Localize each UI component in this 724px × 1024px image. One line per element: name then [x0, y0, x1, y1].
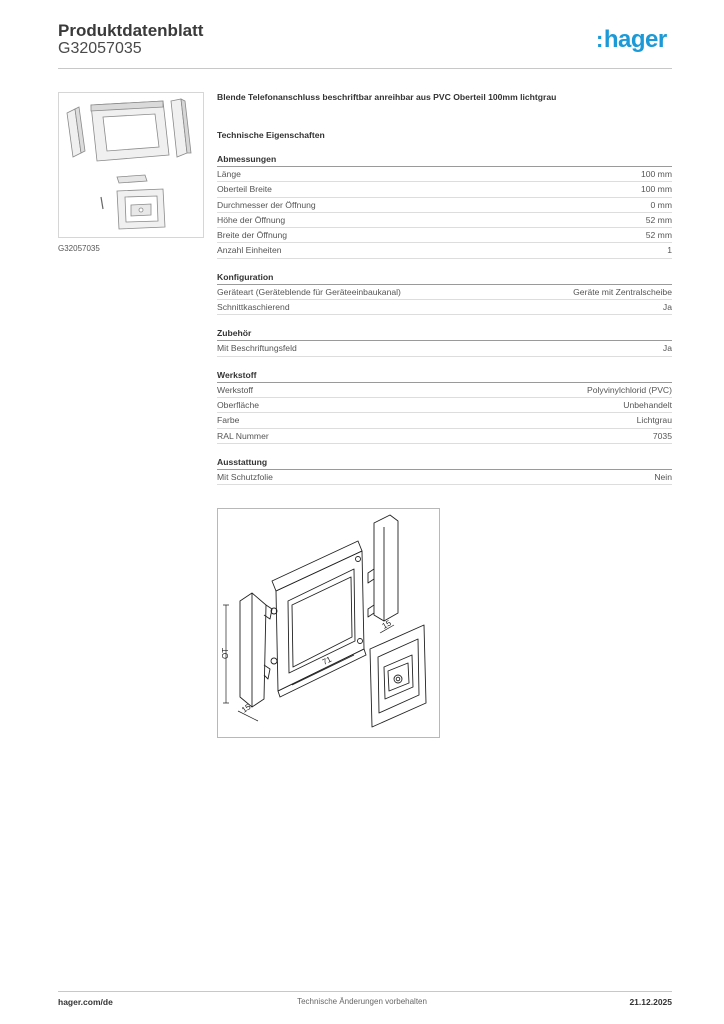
product-code: G32057035	[58, 40, 142, 57]
spec-label: Werkstoff	[217, 384, 253, 395]
spec-row	[217, 198, 672, 213]
product-thumbnail-image	[59, 93, 203, 237]
spec-content	[217, 92, 672, 516]
header-divider	[58, 68, 672, 69]
spec-row	[217, 182, 672, 197]
technical-drawing-image	[218, 509, 439, 737]
section-konfiguration	[217, 272, 672, 316]
footer-disclaimer: Technische Änderungen vorbehalten	[297, 997, 427, 1006]
spec-value: Ja	[662, 343, 672, 354]
spec-value: 100 mm	[640, 169, 672, 179]
spec-label: Geräteart (Geräteblende für Geräteeinbaukanal)	[217, 286, 401, 297]
spec-row	[217, 341, 672, 356]
spec-label: Länge	[217, 169, 241, 179]
spec-row	[217, 429, 672, 444]
spec-label: Durchmesser der Öffnung	[217, 199, 316, 210]
spec-value: 1	[667, 245, 672, 256]
spec-row	[217, 300, 672, 315]
section-ausstattung	[217, 457, 672, 485]
spec-label: Farbe	[217, 415, 240, 426]
spec-row	[217, 398, 672, 413]
section-title: Abmessungen	[217, 154, 672, 167]
spec-row	[217, 413, 672, 428]
logo-text: hager	[603, 26, 667, 53]
footer-website-link[interactable]: hager.com/de	[58, 997, 113, 1007]
footer-date: 21.12.2025	[629, 997, 672, 1007]
section-abmessungen	[217, 154, 672, 259]
dimension-depth-right-label: 15	[380, 618, 393, 631]
hager-logo	[596, 26, 667, 54]
spec-label: Oberteil Breite	[217, 184, 272, 195]
spec-label: RAL Nummer	[217, 430, 269, 441]
spec-label: Anzahl Einheiten	[217, 245, 282, 256]
spec-value: 100 mm	[640, 184, 672, 195]
spec-label: Mit Beschriftungsfeld	[217, 343, 297, 354]
spec-row	[217, 470, 672, 485]
spec-value: Polyvinylchlorid (PVC)	[586, 384, 672, 395]
logo-dots: :	[596, 27, 603, 52]
thumbnail-caption: G32057035	[58, 244, 100, 253]
spec-row	[217, 285, 672, 300]
section-title: Konfiguration	[217, 272, 672, 285]
technical-drawing	[217, 508, 440, 738]
dimension-height-label: OT	[221, 647, 230, 659]
spec-row	[217, 213, 672, 228]
dimension-depth-left-label: 15	[239, 702, 253, 715]
spec-row	[217, 167, 672, 182]
product-thumbnail	[58, 92, 204, 238]
spec-value: Nein	[654, 471, 672, 482]
section-zubehoer	[217, 328, 672, 356]
spec-label: Breite der Öffnung	[217, 230, 288, 241]
spec-row	[217, 243, 672, 258]
section-title: Zubehör	[217, 328, 672, 341]
spec-value: Ja	[662, 302, 672, 313]
section-title: Ausstattung	[217, 457, 672, 470]
tech-properties-heading: Technische Eigenschaften	[217, 130, 325, 140]
spec-label: Oberfläche	[217, 399, 260, 410]
spec-value: Geräte mit Zentralscheibe	[573, 286, 672, 297]
spec-value: Lichtgrau	[636, 415, 672, 426]
spec-row	[217, 228, 672, 243]
product-description: Blende Telefonanschluss beschriftbar anreihbar aus PVC Oberteil 100mm lichtgrau	[217, 92, 557, 102]
footer-divider	[58, 991, 672, 992]
page-title: Produktdatenblatt	[58, 21, 204, 40]
section-werkstoff	[217, 370, 672, 444]
spec-value: 7035	[652, 430, 672, 441]
spec-value: 0 mm	[650, 199, 672, 210]
spec-label: Mit Schutzfolie	[217, 471, 273, 482]
spec-label: Höhe der Öffnung	[217, 214, 286, 225]
spec-label: Schnittkaschierend	[217, 302, 290, 313]
spec-value: 52 mm	[645, 230, 672, 241]
section-title: Werkstoff	[217, 370, 672, 383]
spec-value: Unbehandelt	[623, 399, 672, 410]
spec-value: 52 mm	[645, 214, 672, 225]
dimension-width-label: 71	[320, 654, 333, 667]
spec-row	[217, 383, 672, 398]
